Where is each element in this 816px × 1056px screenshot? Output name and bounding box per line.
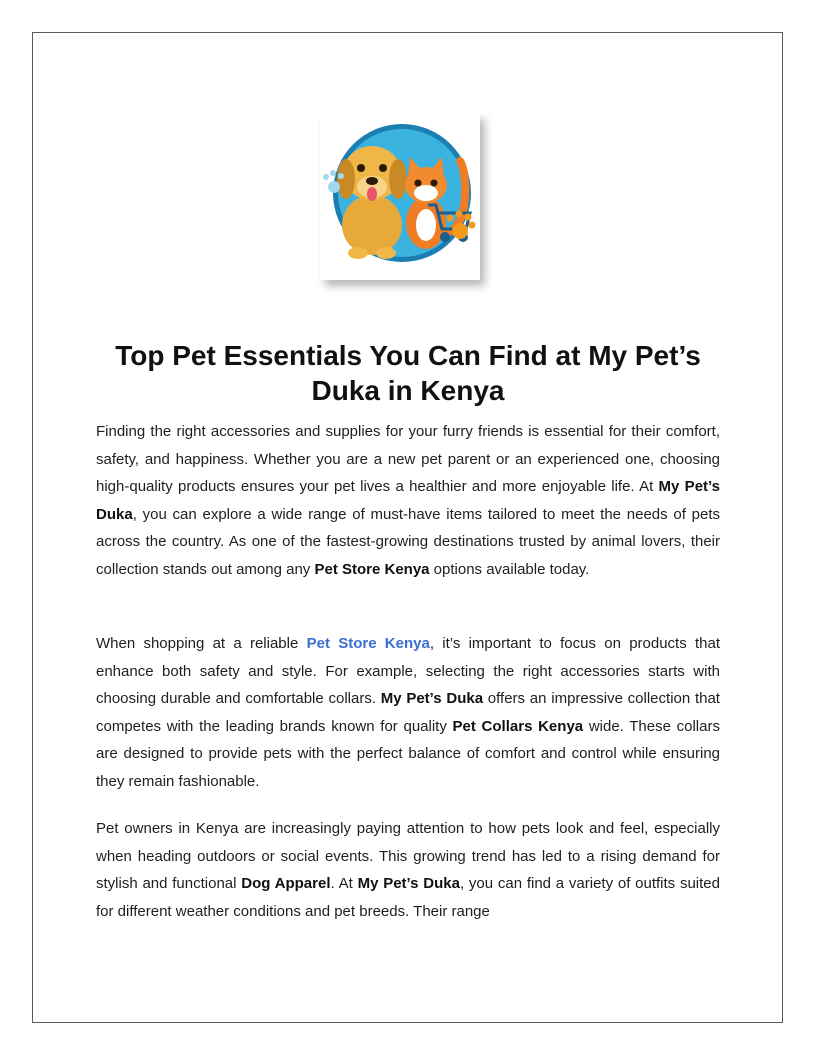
- p3-keyword-dog-apparel: Dog Apparel: [241, 875, 331, 892]
- pet-store-kenya-link[interactable]: Pet Store Kenya: [306, 635, 430, 652]
- p3-text-3: , you can find a variety of outfits suited for different weather conditions and pet breeds. Their range: [96, 875, 720, 920]
- page-title: Top Pet Essentials You Can Find at My Pet’s Duka in Kenya: [115, 340, 701, 406]
- p2-text-3: offers an impressive collection that competes with the leading brands known for quality: [96, 690, 720, 735]
- pet-shop-logo: [320, 113, 480, 280]
- p2-text-2: , it’s important to focus on products that enhance both safety and style. For example, selecting the right accessories starts with choosing durable and comfortable collars.: [96, 635, 721, 707]
- p3-brand-name: My Pet’s Duka: [357, 875, 460, 892]
- pet-shop-logo-icon: [320, 113, 480, 280]
- p1-text-3: options available today.: [429, 560, 590, 578]
- p1-text-1: Finding the right accessories and supplies for your furry friends is essential for their comfort, safety, and happiness. Whether you are a new pet parent or an experienced one, choosing high-quality products ensures your pet lives a healthier and more enjoyable life. At: [96, 423, 720, 495]
- p1-text-2: , you can explore a wide range of must-have items tailored to meet the needs of pets across the country. As one of the fastest-growing destinations trusted by animal lovers, their collection stands out among any: [96, 505, 720, 578]
- p2-text-4: wide. These collars are designed to provide pets with the perfect balance of comfort and control while ensuring they remain fashionable.: [96, 717, 720, 790]
- p3-text-1: Pet owners in Kenya are increasingly paying attention to how pets look and feel, especially when heading outdoors or social events. This growing trend has led to a rising demand for stylish and functional: [96, 820, 720, 892]
- p2-text-1: When shopping at a reliable: [96, 635, 307, 652]
- p1-keyword-pet-store: Pet Store Kenya: [314, 560, 430, 578]
- p3-text-2: . At: [330, 875, 358, 892]
- p1-brand-name: My Pet’s Duka: [96, 478, 720, 523]
- paragraph-intro: [96, 418, 720, 583]
- paragraph-collars: [96, 630, 720, 795]
- paragraph-apparel: [96, 815, 720, 925]
- p2-brand-name: My Pet’s Duka: [380, 690, 484, 707]
- p2-keyword-pet-collars: Pet Collars Kenya: [452, 717, 584, 735]
